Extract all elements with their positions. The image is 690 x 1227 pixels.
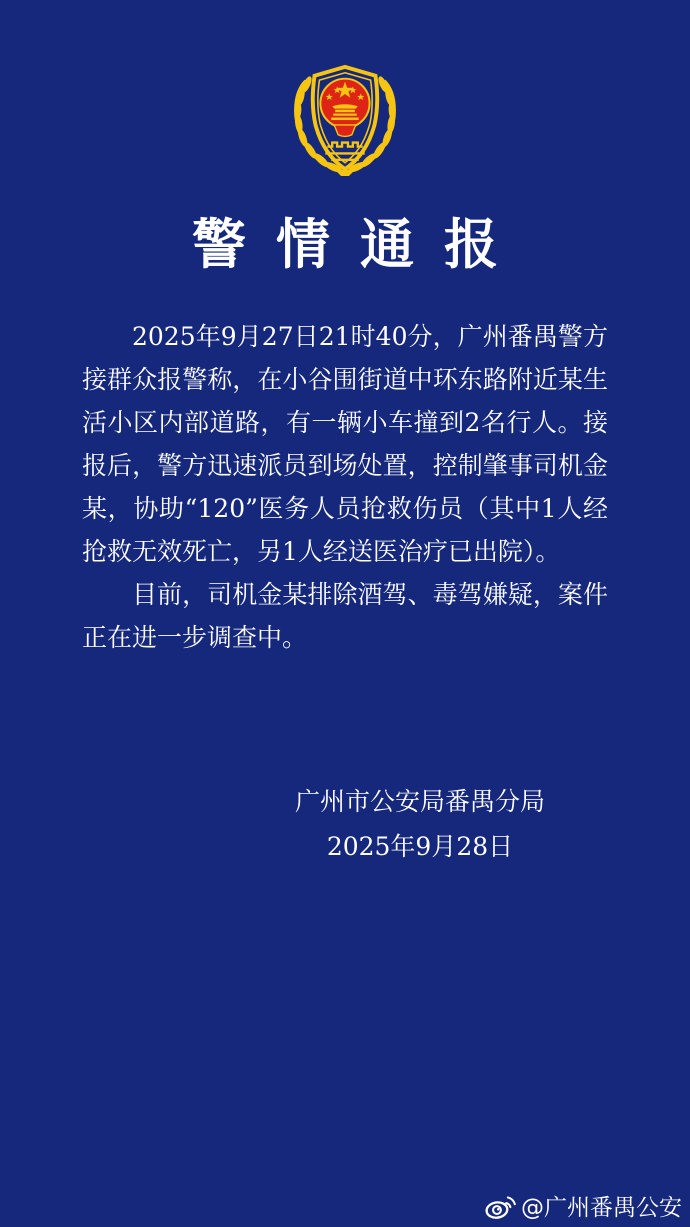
signature-block [295, 779, 545, 869]
notice-paragraph-1: 2025年9月27日21时40分，广州番禺警方接群众报警称，在小谷围街道中环东路附近某生活小区内部道路，有一辆小车撞到2名行人。接报后，警方迅速派员到场处置，控制肇事司机金某，协助“120”医务人员抢救伤员（其中1人经抢救无效死亡，另1人经送医治疗已出院）。 [82, 322, 608, 566]
police-badge-icon [286, 60, 404, 176]
weibo-watermark [484, 1189, 682, 1222]
police-badge-emblem [286, 60, 404, 176]
notice-body [82, 315, 608, 659]
weibo-icon [484, 1191, 518, 1221]
national-emblem [320, 79, 369, 137]
issue-date: 2025年9月28日 [326, 832, 514, 861]
watermark-handle: @广州番禺公安 [521, 1195, 682, 1221]
issuing-agency: 广州市公安局番禺分局 [294, 787, 545, 816]
emblem-tassel [334, 125, 356, 137]
notice-title: 警情通报 [192, 212, 528, 276]
tiananmen-gate [331, 104, 359, 120]
notice-paragraph-2: 目前，司机金某排除酒驾、毒驾嫌疑，案件正在进一步调查中。 [82, 580, 608, 652]
